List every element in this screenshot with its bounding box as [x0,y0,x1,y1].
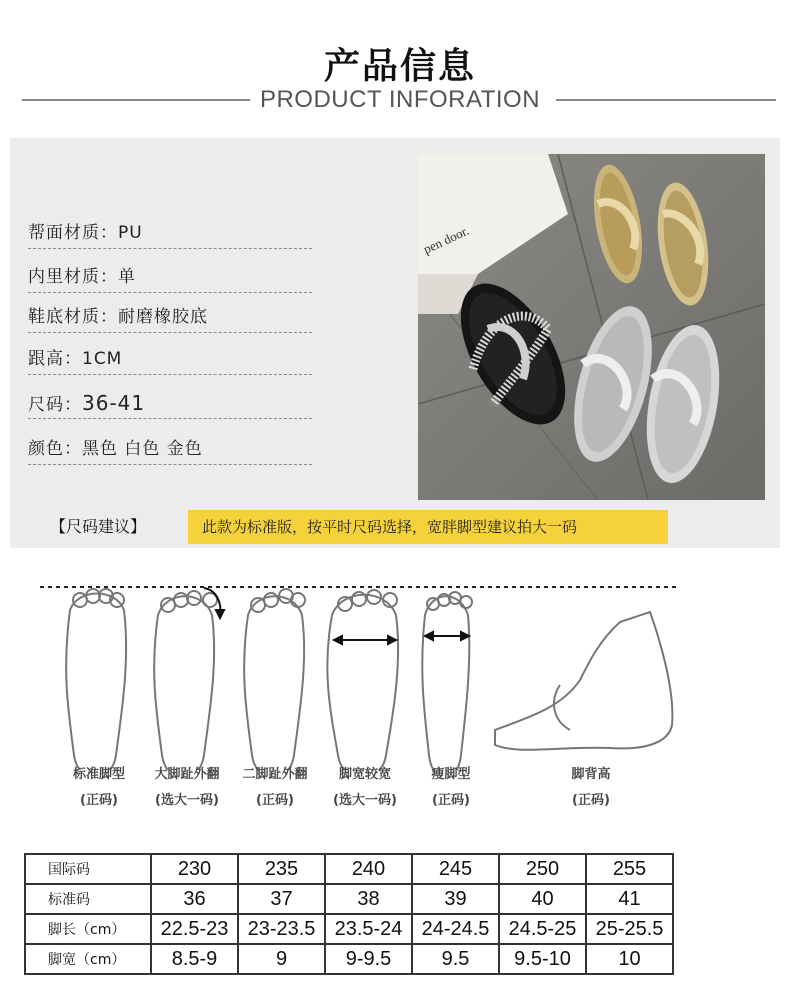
table-cell: 41 [586,884,673,914]
attr-heel-height: 跟高：1CM [28,344,312,375]
table-cell: 235 [238,854,325,884]
table-cell: 22.5-23 [151,914,238,944]
table-cell: 24.5-25 [499,914,586,944]
size-advice-text: 此款为标准版，按平时尺码选择，宽胖脚型建议拍大一码 [188,510,668,544]
row-header: 脚宽（cm） [25,944,151,974]
table-cell: 240 [325,854,412,884]
table-cell: 245 [412,854,499,884]
size-chart-table [24,853,674,975]
table-row [25,884,673,914]
foot-type-thin: 瘦脚型 (正码) [431,767,471,808]
attr-sole-material: 鞋底材质：耐磨橡胶底 [28,302,312,333]
foot-type-bunion: 大脚趾外翻 (选大一码) [154,767,220,808]
size-advice-label: 【尺码建议】 [50,517,147,536]
title-divider-right [556,99,776,101]
foot-type-second-toe: 二脚趾外翻 (正码) [242,767,308,808]
foot-type-standard: 标准脚型 (正码) [72,767,125,808]
table-cell: 23.5-24 [325,914,412,944]
table-row [25,914,673,944]
foot-type-guide [0,560,800,830]
table-row [25,944,673,974]
table-cell: 230 [151,854,238,884]
table-cell: 36 [151,884,238,914]
row-header: 国际码 [25,854,151,884]
page-title: 产品信息 [323,46,476,87]
row-header: 脚长（cm） [25,914,151,944]
table-row [25,854,673,884]
table-cell: 23-23.5 [238,914,325,944]
bag-text: pen door. [420,222,472,257]
table-cell: 255 [586,854,673,884]
product-info-panel [10,138,780,548]
table-cell: 250 [499,854,586,884]
page-subtitle: PRODUCT INFORATION [259,86,541,113]
table-cell: 9 [238,944,325,974]
product-photo [418,154,765,500]
table-cell: 25-25.5 [586,914,673,944]
page-header [0,0,800,120]
row-header: 标准码 [25,884,151,914]
attr-upper-material: 帮面材质：PU [28,218,312,249]
table-cell: 9.5-10 [499,944,586,974]
attr-colors: 颜色：黑色 白色 金色 [28,434,312,465]
attr-size-range: 尺码：36-41 [28,388,312,419]
foot-type-wide: 脚宽较宽 (选大一码) [333,767,397,808]
attr-lining-material: 内里材质：单 [28,262,312,293]
table-cell: 38 [325,884,412,914]
table-cell: 37 [238,884,325,914]
foot-outlines [0,560,800,770]
table-cell: 40 [499,884,586,914]
sandals-illustration [418,154,765,500]
table-cell: 9-9.5 [325,944,412,974]
table-cell: 10 [586,944,673,974]
table-cell: 24-24.5 [412,914,499,944]
table-cell: 8.5-9 [151,944,238,974]
foot-type-high-instep: 脚背高 (正码) [571,767,611,808]
table-cell: 9.5 [412,944,499,974]
table-cell: 39 [412,884,499,914]
